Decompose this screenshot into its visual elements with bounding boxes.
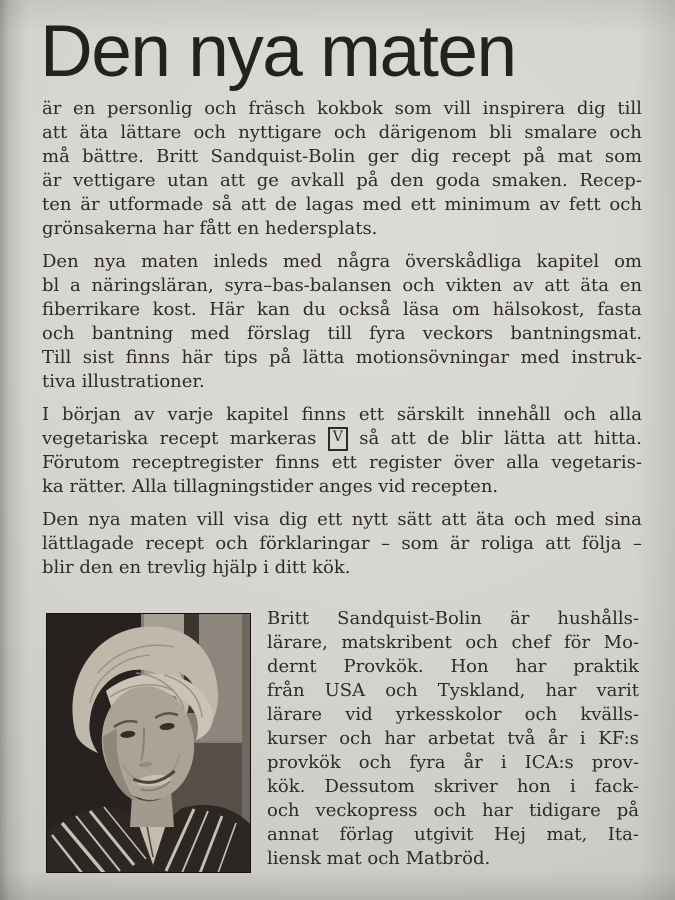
- word: smalare: [524, 121, 598, 143]
- word: lättlagade: [42, 532, 134, 554]
- word: fett: [568, 193, 601, 215]
- word: att: [441, 508, 467, 530]
- word: och: [339, 727, 372, 749]
- word: lätta: [302, 346, 345, 368]
- word: av: [539, 193, 561, 215]
- word: de: [274, 193, 297, 215]
- text-line: [267, 823, 639, 847]
- word: för: [564, 631, 591, 653]
- book-title: Den nya maten: [40, 11, 516, 92]
- word: skriver: [433, 775, 498, 797]
- text-line: [267, 727, 639, 751]
- intro-paragraph-2: [42, 250, 642, 394]
- author-section: [46, 607, 642, 873]
- word: Hon: [450, 655, 489, 677]
- word: Till: [42, 346, 72, 368]
- text-line: grönsakerna har fått en hedersplats.: [42, 217, 378, 239]
- text-line: [42, 169, 642, 193]
- word: vikten: [445, 274, 502, 296]
- text-line: [267, 775, 639, 799]
- text-line: [42, 508, 642, 532]
- word: varje: [167, 403, 214, 425]
- word: maten: [130, 508, 188, 530]
- word: som: [401, 532, 439, 554]
- word: Sandquist-Bolin: [337, 607, 482, 629]
- word: visa: [233, 508, 270, 530]
- word: bli: [489, 121, 513, 143]
- word: ge: [256, 169, 279, 191]
- word: från: [267, 679, 305, 701]
- word: och: [402, 274, 435, 296]
- word: vettigare: [72, 169, 156, 191]
- word: att: [42, 121, 68, 143]
- word: att: [556, 427, 583, 449]
- word: mat: [557, 145, 593, 167]
- word: och: [513, 508, 547, 530]
- word: lärare: [267, 703, 323, 725]
- word: finns: [301, 403, 347, 425]
- word: inspirera: [482, 97, 566, 119]
- word: och: [358, 751, 392, 773]
- word: och: [433, 799, 466, 821]
- word: att: [544, 274, 570, 296]
- word: om: [452, 298, 480, 320]
- word: så: [212, 193, 233, 215]
- word: som: [394, 97, 432, 119]
- word: är: [80, 193, 100, 215]
- word: sätt: [397, 508, 432, 530]
- word: några: [337, 250, 391, 272]
- word: lätta: [503, 427, 546, 449]
- word: är: [42, 97, 62, 119]
- word: som: [604, 145, 642, 167]
- word: fack-: [594, 775, 639, 797]
- text-line: ka rätter. Alla tillagningstider anges vid recepten.: [42, 475, 499, 497]
- word: alla: [506, 451, 540, 473]
- word: och: [609, 121, 642, 143]
- word: I: [42, 403, 50, 425]
- word: alla: [608, 403, 642, 425]
- word: USA: [324, 679, 366, 701]
- word: äta: [580, 274, 609, 296]
- word: ger: [367, 145, 399, 167]
- word: och: [204, 97, 237, 119]
- word: veckopress: [315, 799, 418, 821]
- word: sist: [82, 346, 115, 368]
- word: början: [62, 403, 121, 425]
- word: kost.: [152, 298, 197, 320]
- author-portrait-illustration: [46, 613, 251, 873]
- word: förklaringar: [259, 532, 370, 554]
- word: fyra: [369, 322, 406, 344]
- word: den: [390, 169, 424, 191]
- text-line: [267, 607, 639, 631]
- word: mat,: [546, 823, 588, 845]
- word: syra–bas-balansen: [224, 274, 392, 296]
- word: finns: [275, 451, 320, 473]
- word: Hej: [493, 823, 526, 845]
- word: är: [42, 169, 62, 191]
- word: Britt: [267, 607, 310, 629]
- word: äta: [475, 508, 505, 530]
- word: de: [427, 427, 450, 449]
- word: praktik: [573, 655, 639, 677]
- text-line: blir den en trevlig hjälp i ditt kök.: [42, 556, 351, 578]
- word: blir: [460, 427, 493, 449]
- word: förlag: [339, 823, 394, 845]
- word: att: [240, 193, 267, 215]
- word: år: [547, 727, 568, 749]
- word: förslag: [246, 322, 311, 344]
- text-line: [42, 193, 642, 217]
- text-line: [42, 532, 642, 556]
- word: läsa: [402, 298, 440, 320]
- word: sina: [604, 508, 642, 530]
- word: och: [385, 679, 418, 701]
- word: av: [133, 403, 155, 425]
- word: bantningsmat.: [510, 322, 642, 344]
- word: recept: [145, 532, 205, 554]
- word: kök.: [267, 775, 306, 797]
- word: Dessutom: [324, 775, 415, 797]
- word: till: [327, 322, 353, 344]
- word: och: [215, 532, 248, 554]
- word: vid: [345, 703, 373, 725]
- word: lärare,: [267, 631, 328, 653]
- word: så: [359, 427, 380, 449]
- word: utgivit: [414, 823, 474, 845]
- word: kapitel: [536, 250, 600, 272]
- word: har: [481, 799, 513, 821]
- text-line: [42, 322, 642, 346]
- intro-paragraph-1: [42, 97, 642, 241]
- text-line: [267, 703, 639, 727]
- word: att: [219, 169, 246, 191]
- word: utan: [167, 169, 209, 191]
- word: med: [555, 508, 596, 530]
- word: kvälls-: [580, 703, 639, 725]
- intro-paragraph-4: [42, 508, 642, 580]
- word: också: [338, 298, 391, 320]
- word: tips: [223, 346, 258, 368]
- word: bättre.: [82, 145, 144, 167]
- word: följa: [581, 532, 622, 554]
- word: personlig: [107, 97, 193, 119]
- word: dernt: [267, 655, 317, 677]
- word: särskilt: [396, 403, 465, 425]
- word: nyttigare: [238, 121, 322, 143]
- word: att: [390, 427, 416, 449]
- word: veckors: [422, 322, 494, 344]
- word: vegetariska: [42, 427, 149, 449]
- word: Mo-: [603, 631, 639, 653]
- word: har: [384, 727, 416, 749]
- word: minimum: [444, 193, 531, 215]
- word: i: [569, 775, 576, 797]
- word: över: [453, 451, 494, 473]
- word: kokbok: [317, 97, 383, 119]
- word: med: [520, 346, 560, 368]
- vegetarian-marker-symbol: V: [328, 427, 348, 451]
- word: nya: [88, 508, 121, 530]
- word: på: [356, 169, 379, 191]
- word: KF:s: [598, 727, 639, 749]
- word: och: [42, 322, 75, 344]
- word: dig: [410, 145, 440, 167]
- text-line: [42, 274, 642, 298]
- text-line: [42, 403, 642, 427]
- word: yrkesskolor: [395, 703, 502, 725]
- word: avkall: [290, 169, 345, 191]
- word: –: [381, 532, 391, 554]
- word: instruk-: [571, 346, 642, 368]
- word: motionsövningar: [355, 346, 510, 368]
- word: innehåll: [477, 403, 551, 425]
- word: dig: [576, 97, 606, 119]
- text-line: [42, 121, 642, 145]
- word: till: [617, 97, 642, 119]
- word: Här: [209, 298, 245, 320]
- word: i: [579, 727, 586, 749]
- word: och: [524, 703, 558, 725]
- word: du: [302, 298, 326, 320]
- word: må: [42, 145, 70, 167]
- word: ett: [317, 508, 343, 530]
- text-line: [267, 679, 639, 703]
- word: att: [545, 532, 571, 554]
- word: ICA:s: [524, 751, 574, 773]
- word: Sandquist-Bolin: [210, 145, 356, 167]
- word: Förutom: [42, 451, 120, 473]
- word: recept: [159, 427, 219, 449]
- word: med: [362, 193, 402, 215]
- text-line: tiva illustrationer.: [42, 370, 205, 392]
- word: arbetat: [427, 727, 495, 749]
- word: nytt: [351, 508, 388, 530]
- author-photo: [46, 613, 251, 873]
- word: ten: [42, 193, 72, 215]
- word: matskribent: [341, 631, 452, 653]
- text-line: [42, 250, 642, 274]
- word: ett: [358, 403, 385, 425]
- word: vill: [443, 97, 471, 119]
- word: hälsokost,: [492, 298, 585, 320]
- word: av: [512, 274, 534, 296]
- word: finns: [125, 346, 171, 368]
- word: tidigare: [528, 799, 601, 821]
- word: Britt: [156, 145, 199, 167]
- word: –: [632, 532, 642, 554]
- word: och: [333, 121, 367, 143]
- word: på: [268, 346, 292, 368]
- text-line: [42, 346, 642, 370]
- word: med: [190, 322, 230, 344]
- word: här: [181, 346, 213, 368]
- text-line: [42, 427, 642, 451]
- word: vegetaris-: [551, 451, 642, 473]
- word: markeras: [229, 427, 317, 449]
- text-line: [267, 631, 639, 655]
- word: kurser: [267, 727, 327, 749]
- word: näringsläran,: [91, 274, 214, 296]
- word: Provkök.: [343, 655, 424, 677]
- word: Ita-: [607, 823, 639, 845]
- word: om: [614, 250, 642, 272]
- intro-paragraph-3: [42, 403, 642, 499]
- word: och: [563, 403, 597, 425]
- word: överskådliga: [405, 250, 522, 272]
- word: kan: [256, 298, 291, 320]
- text-line: [42, 97, 642, 121]
- intro-text: [42, 97, 642, 580]
- word: Den: [42, 508, 79, 530]
- word: roliga: [480, 532, 534, 554]
- word: en: [619, 274, 642, 296]
- text-line: liensk mat och Matbröd.: [267, 847, 491, 869]
- word: receptregister: [131, 451, 263, 473]
- word: och: [193, 121, 226, 143]
- word: varit: [596, 679, 639, 701]
- word: med: [282, 250, 323, 272]
- word: fräsch: [248, 97, 306, 119]
- word: kapitel: [226, 403, 289, 425]
- word: har: [515, 655, 547, 677]
- text-line: [42, 298, 642, 322]
- word: fiberrikare: [42, 298, 141, 320]
- word: ett: [331, 451, 357, 473]
- word: recept: [451, 145, 511, 167]
- word: bantning: [91, 322, 174, 344]
- word: chef: [511, 631, 551, 653]
- word: på: [522, 145, 546, 167]
- word: Recep-: [579, 169, 642, 191]
- word: i: [500, 751, 507, 773]
- word: annat: [267, 823, 319, 845]
- word: ett: [410, 193, 436, 215]
- word: och: [465, 631, 498, 653]
- word: hitta.: [593, 427, 642, 449]
- word: Den: [42, 250, 79, 272]
- word: inleds: [213, 250, 268, 272]
- word: år: [463, 751, 483, 773]
- word: provkök: [267, 751, 341, 773]
- word: utformade: [108, 193, 204, 215]
- word: lagas: [305, 193, 354, 215]
- word: prov-: [591, 751, 639, 773]
- word: dig: [278, 508, 308, 530]
- text-line: [267, 655, 639, 679]
- word: hushålls-: [557, 607, 639, 629]
- word: bl: [42, 274, 60, 296]
- word: fasta: [597, 298, 642, 320]
- word: två: [507, 727, 536, 749]
- word: därigenom: [378, 121, 477, 143]
- word: Tyskland,: [437, 679, 526, 701]
- word: maten: [141, 250, 199, 272]
- word: en: [73, 97, 96, 119]
- text-line: [267, 799, 639, 823]
- text-line: [42, 145, 642, 169]
- word: nya: [93, 250, 127, 272]
- word: hon: [516, 775, 551, 797]
- text-line: [267, 751, 639, 775]
- word: och: [609, 193, 642, 215]
- title-block: [0, 0, 675, 92]
- word: goda: [435, 169, 481, 191]
- word: vill: [196, 508, 225, 530]
- word: register: [369, 451, 442, 473]
- word: har: [545, 679, 577, 701]
- word: på: [616, 799, 639, 821]
- word: är: [449, 532, 470, 554]
- word: äta: [79, 121, 109, 143]
- author-bio-text: [267, 607, 639, 871]
- word: och: [267, 799, 300, 821]
- word: smaken.: [491, 169, 568, 191]
- text-line: [42, 451, 642, 475]
- word: fyra: [409, 751, 446, 773]
- word: lättare: [120, 121, 182, 143]
- word: a: [70, 274, 81, 296]
- word: är: [509, 607, 530, 629]
